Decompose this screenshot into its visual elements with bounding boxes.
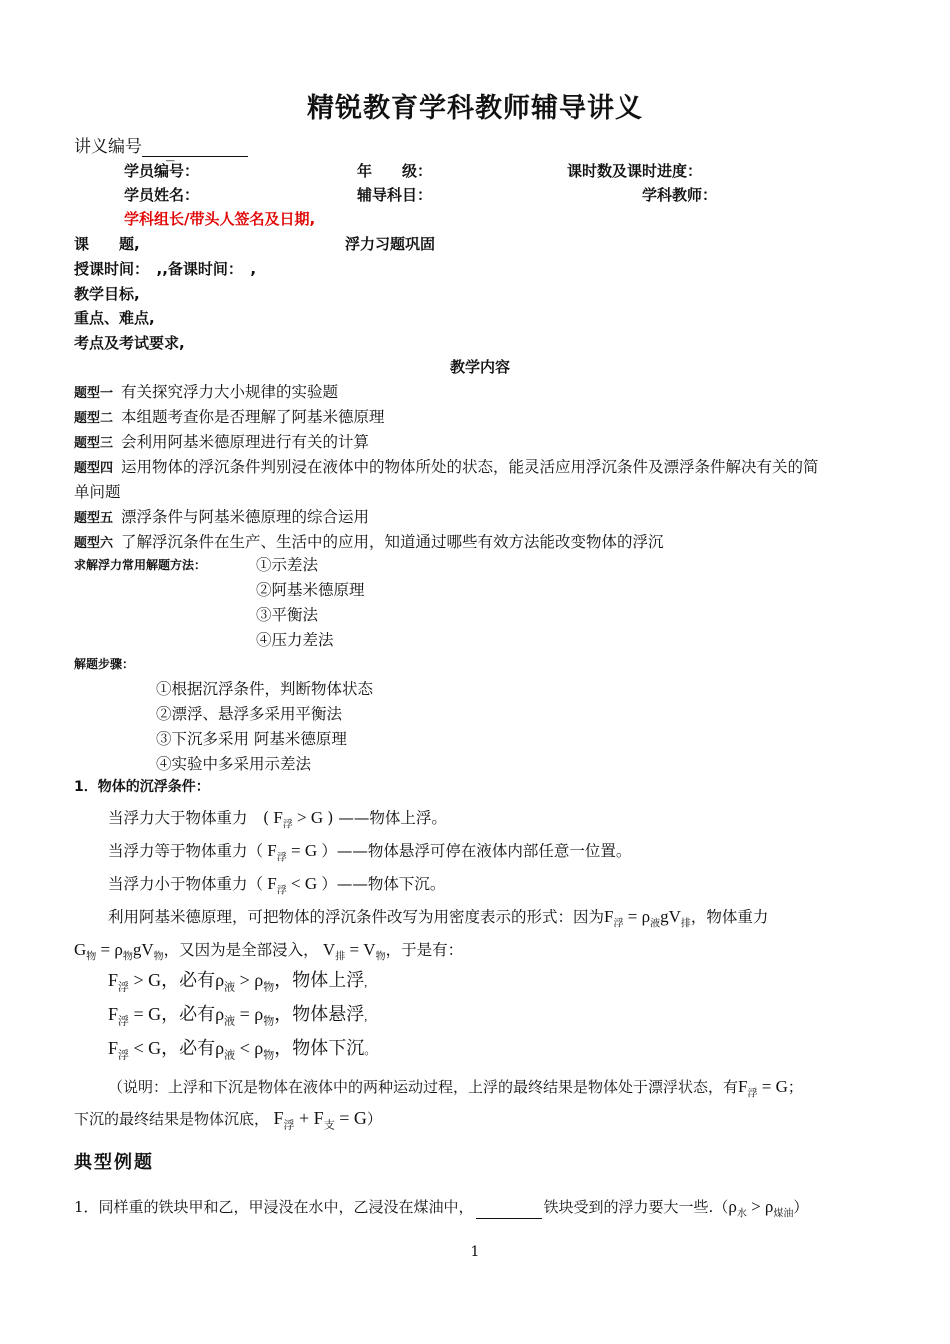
question-text: 铁块受到的浮力要大一些.（ xyxy=(543,1198,729,1216)
section1-heading: 1．物体的沉浮条件： xyxy=(74,779,210,795)
type-item xyxy=(74,505,369,527)
formula-float: $F_浮 = G$ xyxy=(738,1077,788,1100)
step-item: ③下沉多采用 阿基米德原理 xyxy=(156,730,347,748)
answer-blank[interactable] xyxy=(476,1217,542,1219)
examples-heading: 典型例题 xyxy=(74,1152,154,1173)
paragraph-text: ，于是有： xyxy=(385,941,464,959)
formula-archimedes: $F_浮 = \rho_液gV_排$ xyxy=(604,907,691,930)
paragraph-text: ，又因为是全部浸入， xyxy=(163,941,319,959)
note-line-2 xyxy=(74,1108,382,1133)
condition-text: 当浮力大于物体重力 ( xyxy=(108,809,270,827)
rule-punct: 。 xyxy=(364,1043,377,1057)
rule-text: ，必有 xyxy=(161,970,216,990)
hours-label: 课时数及课时进度： xyxy=(567,162,703,180)
step-item: ④实验中多采用示差法 xyxy=(156,755,312,773)
type-label: 题型四 xyxy=(74,461,114,476)
grade-label: 年 级： xyxy=(357,162,433,180)
type-item xyxy=(74,380,338,402)
method-item: ②阿基米德原理 xyxy=(256,581,365,599)
condition-sink xyxy=(108,872,445,896)
condition-text: 当浮力等于物体重力（ xyxy=(108,842,264,860)
method-item: ③平衡法 xyxy=(256,606,319,624)
formula-f-gt-g: $F_浮 > G$ xyxy=(269,808,328,831)
method-item: ④压力差法 xyxy=(256,631,334,649)
condition-suspend xyxy=(108,839,631,863)
topic-value: 浮力习题巩固 xyxy=(345,235,436,253)
note-text: 下沉的最终结果是物体沉底， xyxy=(74,1110,270,1128)
content-heading: 教学内容 xyxy=(449,358,510,376)
rule-text: ，必有 xyxy=(161,1004,216,1024)
density-paragraph-2 xyxy=(74,938,463,962)
condition-result: ) ——物体上浮。 xyxy=(327,809,447,827)
condition-rise xyxy=(108,806,447,830)
doc-number-field xyxy=(142,142,248,162)
rule-punct: , xyxy=(364,975,368,989)
type-label: 题型五 xyxy=(74,511,114,526)
student-id-label: 学员编号： xyxy=(124,162,200,180)
note-text: ； xyxy=(787,1078,803,1096)
type-item xyxy=(74,405,385,427)
student-name-label: 学员姓名： xyxy=(124,186,200,204)
rule-punct: , xyxy=(364,1009,368,1023)
type-label: 题型一 xyxy=(74,386,114,401)
formula-f-eq-g: $F_浮 = G$ xyxy=(263,841,322,864)
density-paragraph xyxy=(108,905,768,929)
doc-number-label: 讲义编号 xyxy=(74,137,142,157)
step-item: ①根据沉浮条件，判断物体状态 xyxy=(156,680,374,698)
formula-f-lt-g: $F_浮 < G$ xyxy=(263,874,322,897)
type4-continuation: 单问题 xyxy=(74,483,121,501)
doc-number-value: _ xyxy=(166,142,175,162)
exam-requirements: 考点及考试要求, xyxy=(74,334,185,352)
condition-text: 当浮力小于物体重力（ xyxy=(108,875,264,893)
subject-label: 辅导科目： xyxy=(357,186,433,204)
rule-text: ，物体上浮 xyxy=(274,970,365,990)
type-item xyxy=(74,430,369,452)
type-label: 题型六 xyxy=(74,536,114,551)
formula-sink-bottom: $F_浮 + F_支 = G$ xyxy=(269,1108,367,1132)
methods-label: 求解浮力常用解题方法： xyxy=(74,558,207,572)
paragraph-text: ，物体重力 xyxy=(690,908,769,926)
step-item: ②漂浮、悬浮多采用平衡法 xyxy=(156,705,343,723)
note-text: ） xyxy=(366,1110,382,1128)
density-rule-rise: $F_浮 > G$，必有$\rho_液 > \rho_物$，物体上浮, xyxy=(108,970,368,994)
condition-result: ）——物体悬浮可停在液体内部任意一位置。 xyxy=(321,842,632,860)
topic-label: 课 题, xyxy=(74,235,140,253)
question-text: ） xyxy=(793,1198,809,1216)
rule-text: ，物体悬浮 xyxy=(274,1004,365,1024)
type-item xyxy=(74,530,664,552)
page-number: 1 xyxy=(470,1244,480,1260)
type-text: 了解浮沉条件在生产、生活中的应用，知道通过哪些有效方法能改变物体的浮沉 xyxy=(121,533,664,551)
type-text: 本组题考查你是否理解了阿基米德原理 xyxy=(121,408,385,426)
type-text: 漂浮条件与阿基米德原理的综合运用 xyxy=(121,508,370,526)
key-points: 重点、难点, xyxy=(74,309,155,327)
doc-number xyxy=(74,132,248,162)
teaching-goal: 教学目标, xyxy=(74,285,140,303)
type-text: 会利用阿基米德原理进行有关的计算 xyxy=(121,433,370,451)
rule-text: ，物体下沉 xyxy=(274,1038,365,1058)
question-text: 1．同样重的铁块甲和乙，甲浸没在水中，乙浸没在煤油中， xyxy=(74,1198,474,1216)
condition-result: ）——物体下沉。 xyxy=(321,875,446,893)
density-rule-sink: $F_浮 < G$，必有$\rho_液 < \rho_物$，物体下沉。 xyxy=(108,1038,377,1062)
type-text: 有关探究浮力大小规律的实验题 xyxy=(121,383,339,401)
page-title: 精锐教育学科教师辅导讲义 xyxy=(307,93,643,124)
type-label: 题型二 xyxy=(74,411,114,426)
note-text: （说明：上浮和下沉是物体在液体中的两种运动过程，上浮的最终结果是物体处于漂浮状态，有 xyxy=(108,1078,739,1096)
question-1 xyxy=(74,1196,808,1219)
time-line: 授课时间： ,,备课时间： , xyxy=(74,260,257,278)
density-rule-suspend: $F_浮 = G$，必有$\rho_液 = \rho_物$，物体悬浮, xyxy=(108,1004,368,1028)
type-text: 运用物体的浮沉条件判别浸在液体中的物体所处的状态，能灵活应用浮沉条件及漂浮条件解决有关的简 xyxy=(121,458,819,476)
formula-weight: $G_物 = \rho_物gV_物$ xyxy=(74,940,164,963)
formula-density-compare: $\rho_水 > \rho_{煤油}$ xyxy=(728,1197,794,1220)
rule-text: ，必有 xyxy=(161,1038,216,1058)
paragraph-text: 利用阿基米德原理，可把物体的浮沉条件改写为用密度表示的形式：因为 xyxy=(108,908,605,926)
leader-sign-label: 学科组长/带头人签名及日期, xyxy=(124,210,316,228)
steps-label: 解题步骤： xyxy=(74,657,135,671)
note-line xyxy=(108,1076,803,1099)
type-item xyxy=(74,455,819,477)
formula-volume: $V_排 = V_物$ xyxy=(318,940,386,963)
method-item: ①示差法 xyxy=(256,556,319,574)
teacher-label: 学科教师： xyxy=(642,186,718,204)
type-label: 题型三 xyxy=(74,436,114,451)
